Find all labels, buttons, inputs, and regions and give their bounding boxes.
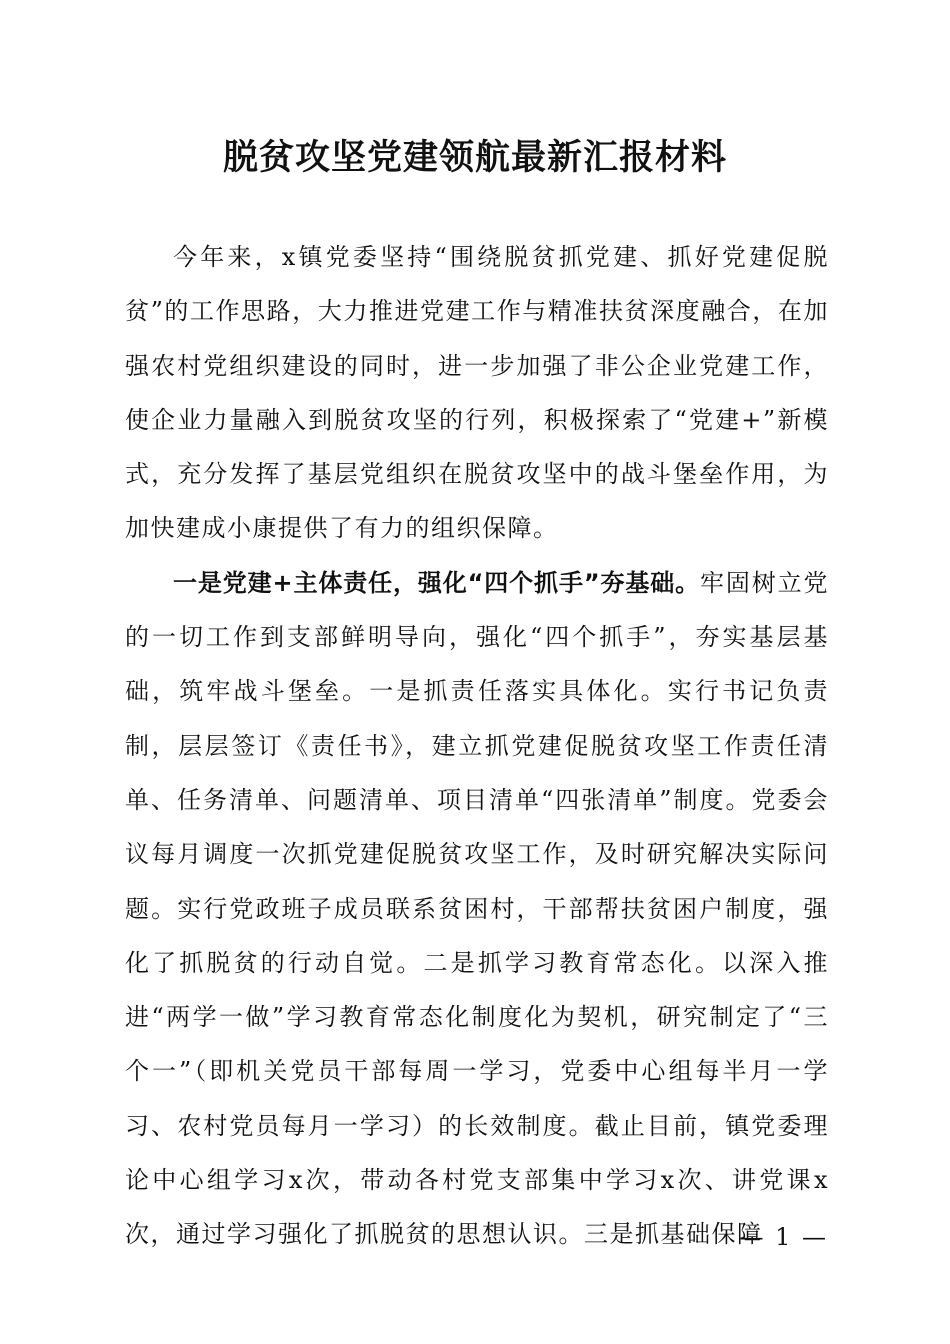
paragraph-heading: 一是党建+主体责任，强化“四个抓手”夯基础。 [173, 568, 700, 597]
paragraph-intro: 今年来，x镇党委坚持“围绕脱贫抓党建、抓好党建促脱贫”的工作思路，大力推进党建工作与精准扶贫深度融合，在加强农村党组织建设的同时，进一步加强了非公企业党建工作，使企业力量融入到脱贫攻坚的行列，积极探索了“党建+”新模式，充分发挥了基层党组织在脱贫攻坚中的战斗堡垒作用，为加快建成小康提供了有力的组织保障。 [125, 243, 829, 543]
page-number: — 1 — [739, 1223, 828, 1251]
paragraph-body: 牢固树立党的一切工作到支部鲜明导向，强化“四个抓手”，夯实基层基础，筑牢战斗堡垒。一是抓责任落实具体化。实行书记负责制，层层签订《责任书》，建立抓党建促脱贫攻坚工作责任清单、任务清单、问题清单、项目清单“四张清单”制度。党委会议每月调度一次抓党建促脱贫攻坚工作，及时研究解决实际问题。实行党政班子成员联系贫困村，干部帮扶贫困户制度，强化了抓脱贫的行动自觉。二是抓学习教育常态化。以深入推进“两学一做”学习教育常态化制度化为契机，研究制定了“三个一”（即机关党员干部每周一学习，党委中心组每半月一学习、农村党员每月一学习）的长效制度。截止目前，镇党委理论中心组学习x次，带动各村党支部集中学习x次、讲党课x次，通过学习强化了抓脱贫的思想认识。三是抓基础保障 [125, 568, 829, 1249]
document-title: 脱贫攻坚党建领航最新汇报材料 [222, 138, 727, 178]
document-body [125, 230, 829, 1262]
paragraph-party-building-responsibility [125, 556, 829, 1262]
